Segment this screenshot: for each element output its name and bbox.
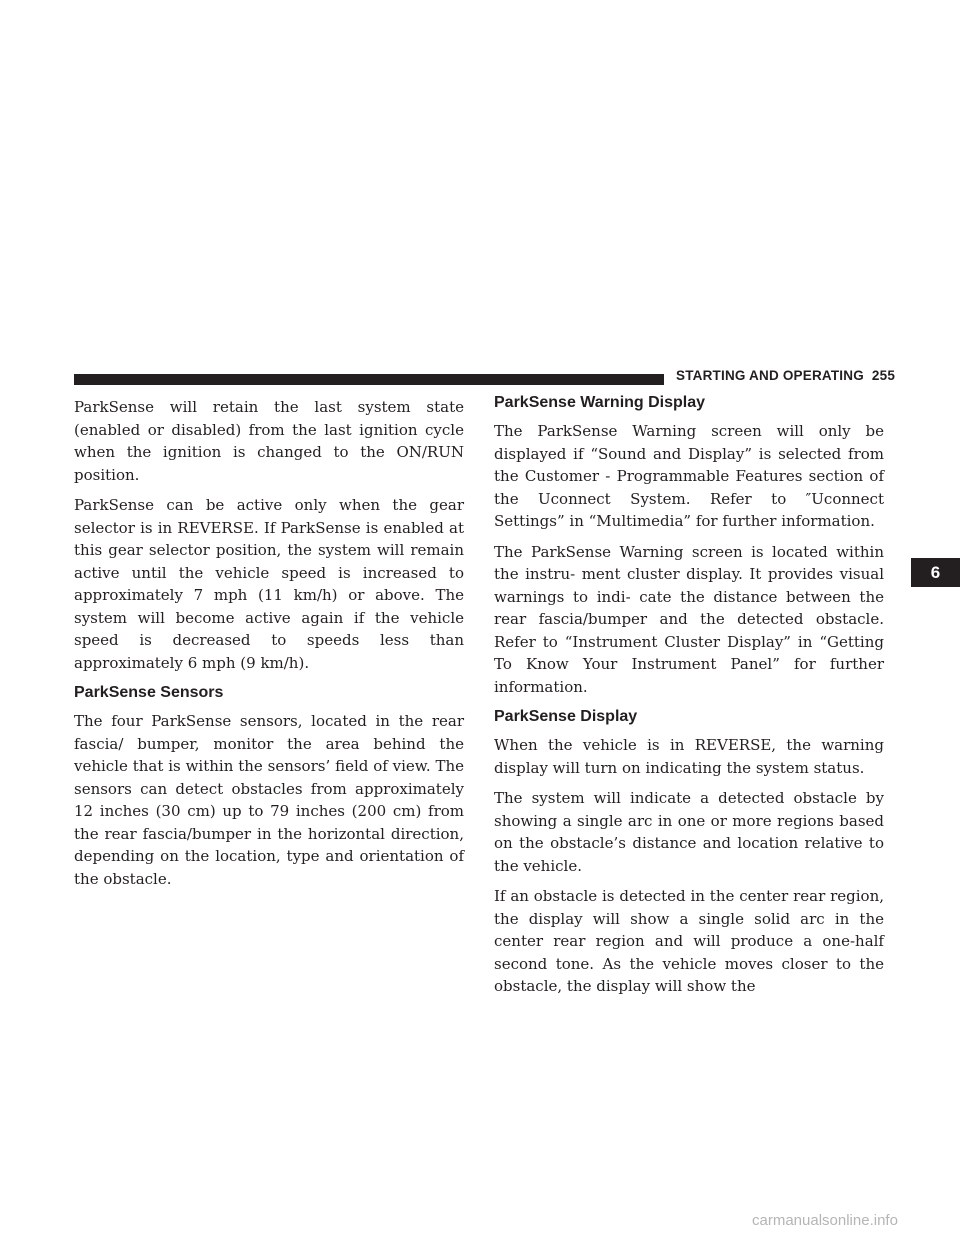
paragraph: The system will indicate a detected obstacle by showing a single arc in one or more regions based on the obstacle’s distance and location relative to the vehicle.	[494, 789, 884, 875]
section-title: STARTING AND OPERATING	[676, 368, 864, 383]
paragraph: The ParkSense Warning screen is located within the instru- ment cluster display. It provides visual warnings to indi- cate the distance between the rear fascia/bumper and the detected obstacle. Refer to “Instrument Cluster Display” in “Getting To Know Your Instrument Panel” for further information.	[494, 542, 884, 696]
running-header	[676, 368, 896, 383]
heading-parksense-sensors: ParkSense Sensors	[74, 684, 224, 701]
paragraph: The ParkSense Warning screen will only be displayed if “Sound and Display” is selected from the Customer - Programmable Features section of the Uconnect System. Refer to ″Uconnect Settings” in “Multimedia” for further information.	[494, 422, 884, 530]
paragraph: The four ParkSense sensors, located in the rear fascia/ bumper, monitor the area behind the vehicle that is within the sensors’ field of view. The sensors can detect obstacles from approximately 12 inches (30 cm) up to 79 inches (200 cm) from the rear fascia/bumper in the horizontal direction, depending on the location, type and orientation of the obstacle.	[74, 712, 464, 888]
paragraph: ParkSense will retain the last system state (enabled or disabled) from the last ignition cycle when the ignition is changed to the ON/RUN position.	[74, 398, 464, 484]
watermark: carmanualsonline.info	[752, 1212, 898, 1229]
left-column	[74, 396, 464, 898]
paragraph: When the vehicle is in REVERSE, the warning display will turn on indicating the system status.	[494, 736, 884, 777]
chapter-tab: 6	[911, 558, 960, 587]
heading-parksense-display: ParkSense Display	[494, 708, 638, 725]
paragraph: If an obstacle is detected in the center rear region, the display will show a single solid arc in the center rear region and will produce a one-half second tone. As the vehicle moves closer to the obstacle, the display will show the	[494, 887, 884, 995]
heading-parksense-warning-display: ParkSense Warning Display	[494, 394, 706, 411]
header-rule	[74, 374, 664, 385]
right-column	[494, 396, 884, 1006]
paragraph: ParkSense can be active only when the gear selector is in REVERSE. If ParkSense is enabled at this gear selector position, the system will remain active until the vehicle speed is increased to approximately 7 mph (11 km/h) or above. The system will become active again if the vehicle speed is decreased to speeds less than approximately 6 mph (9 km/h).	[74, 496, 464, 672]
page-number: 255	[871, 368, 896, 383]
